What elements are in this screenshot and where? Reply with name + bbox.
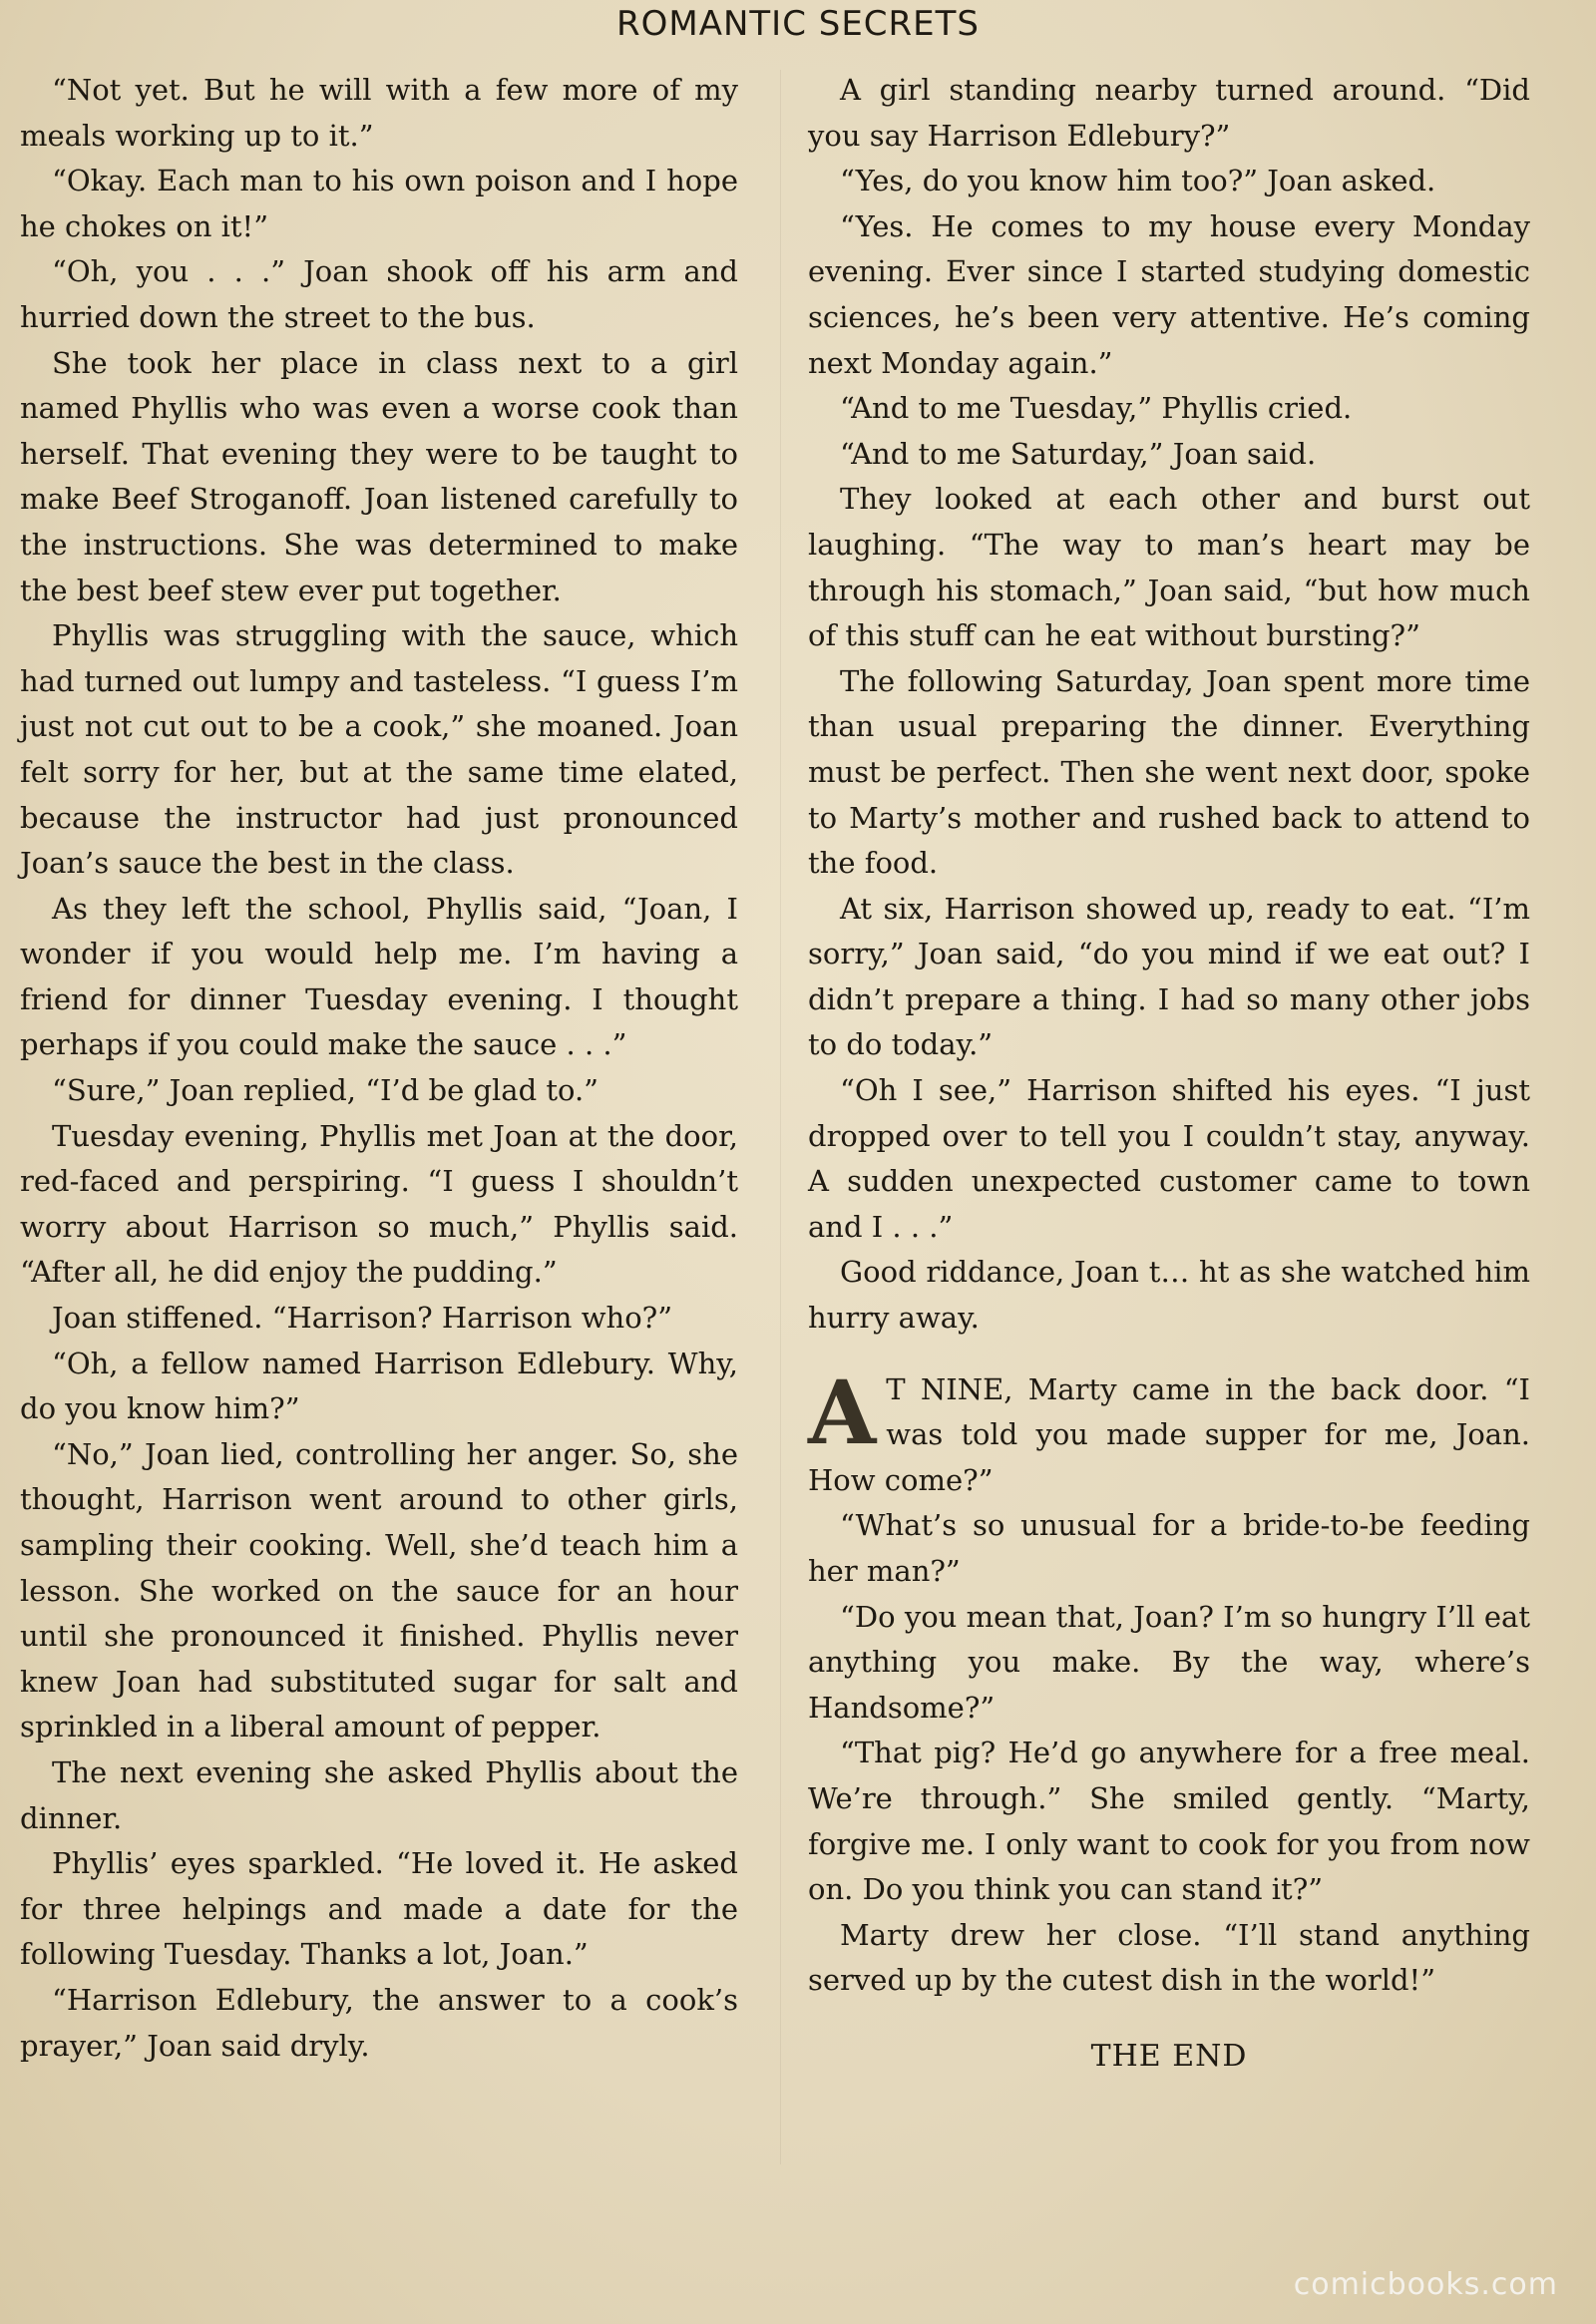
paragraph: “Harrison Edlebury, the answer to a cook’s prayer,” Joan said dryly. — [20, 1982, 738, 2063]
paragraph: “Yes. He comes to my house every Monday evening. Ever since I started studying domestic sciences, he’s been very attentive. He’s coming next Monday again.” — [808, 208, 1530, 380]
left-column — [20, 68, 738, 2069]
column-divider — [780, 70, 781, 2164]
paragraph: The next evening she asked Phyllis about the dinner. — [20, 1754, 738, 1835]
paragraph: “Oh, a fellow named Harrison Edlebury. Why, do you know him?” — [20, 1346, 738, 1426]
drop-cap: A — [808, 1359, 877, 1464]
watermark: comicbooks.com — [1293, 2267, 1558, 2302]
paragraph: “No,” Joan lied, controlling her anger. So, she thought, Harrison went around to other girls, sampling their cooking. Well, she’d teach him a lesson. She worked on the sauce for an hour until she pronounced it finished. Phyllis never knew Joan had substituted sugar for salt and sprinkled in a liberal amount of pepper. — [20, 1436, 738, 1744]
paragraph: “What’s so unusual for a bride-to-be feeding her man?” — [808, 1508, 1530, 1588]
paragraph: Marty drew her close. “I’ll stand anything served up by the cutest dish in the world!” — [808, 1917, 1530, 1998]
paragraph: “Yes, do you know him too?” Joan asked. — [840, 164, 1436, 198]
dropcap-paragraph — [808, 1359, 1530, 1504]
paragraph: Phyllis’ eyes sparkled. “He loved it. He asked for three helpings and made a date for the following Tuesday. Thanks a lot, Joan.” — [20, 1846, 738, 1972]
the-end-label: THE END — [1090, 2038, 1248, 2074]
paragraph: At six, Harrison showed up, ready to eat. “I’m sorry,” Joan said, “do you mind if we eat out? I didn’t prepare a thing. I had so many other jobs to do today.” — [808, 891, 1530, 1062]
paragraph: The following Saturday, Joan spent more time than usual preparing the dinner. Everything must be perfect. Then she went next door, spoke to Marty’s mother and rushed back to attend to the food. — [808, 663, 1530, 881]
paragraph: Joan stiffened. “Harrison? Harrison who?” — [52, 1301, 673, 1336]
page-title: ROMANTIC SECRETS — [615, 4, 981, 44]
right-column — [808, 68, 1530, 2080]
paragraph: “Not yet. But he will with a few more of my meals working up to it.” — [20, 73, 738, 153]
paragraph: “Oh, you . . .” Joan shook off his arm and hurried down the street to the bus. — [20, 254, 738, 334]
paragraph: “Do you mean that, Joan? I’m so hungry I’ll eat anything you make. By the way, where’s Handsome?” — [808, 1599, 1530, 1725]
paragraph: “Sure,” Joan replied, “I’d be glad to.” — [52, 1073, 599, 1108]
paragraph: A girl standing nearby turned around. “Did you say Harrison Edlebury?” — [808, 73, 1530, 153]
paragraph: She took her place in class next to a girl named Phyllis who was even a worse cook than herself. That evening they were to be taught to make Beef Stroganoff. Joan listened carefully to the instructions. She was determined to make the best beef stew ever put together. — [20, 345, 738, 607]
paragraph: “That pig? He’d go anywhere for a free meal. We’re through.” She smiled gently. “Marty, forgive me. I only want to cook for you from now on. Do you think you can stand it?” — [808, 1736, 1530, 1907]
paragraph: Tuesday evening, Phyllis met Joan at the door, red-faced and perspiring. “I guess I shouldn’t worry about Harrison so much,” Phyllis said. “After all, he did enjoy the pudding.” — [20, 1118, 738, 1290]
paragraph: “And to me Tuesday,” Phyllis cried. — [840, 391, 1353, 426]
paragraph: They looked at each other and burst out laughing. “The way to man’s heart may be through his stomach,” Joan said, “but how much of this stuff can he eat without bursting?” — [808, 482, 1530, 653]
paragraph: Phyllis was struggling with the sauce, which had turned out lumpy and tasteless. “I guess I’m just not cut out to be a cook,” she moaned. Joan felt sorry for her, but at the same time elated, because the instructor had just pronounced Joan’s sauce the best in the class. — [20, 618, 738, 881]
paragraph: Good riddance, Joan t… ht as she watched him hurry away. — [808, 1255, 1530, 1336]
paragraph: “And to me Saturday,” Joan said. — [840, 436, 1317, 471]
paragraph: “Okay. Each man to his own poison and I hope he chokes on it!” — [20, 164, 738, 243]
paragraph: “Oh I see,” Harrison shifted his eyes. “I just dropped over to tell you I couldn’t stay, anyway. A sudden unexpected customer came to town and I . . .” — [808, 1073, 1530, 1244]
dropcap-paragraph-text: T NINE, Marty came in the back door. “I was told you made supper for me, Joan. How come?” — [808, 1371, 1530, 1497]
paragraph: As they left the school, Phyllis said, “Joan, I wonder if you would help me. I’m having a friend for dinner Tuesday evening. I thought perhaps if you could make the sauce . . .” — [20, 891, 738, 1062]
